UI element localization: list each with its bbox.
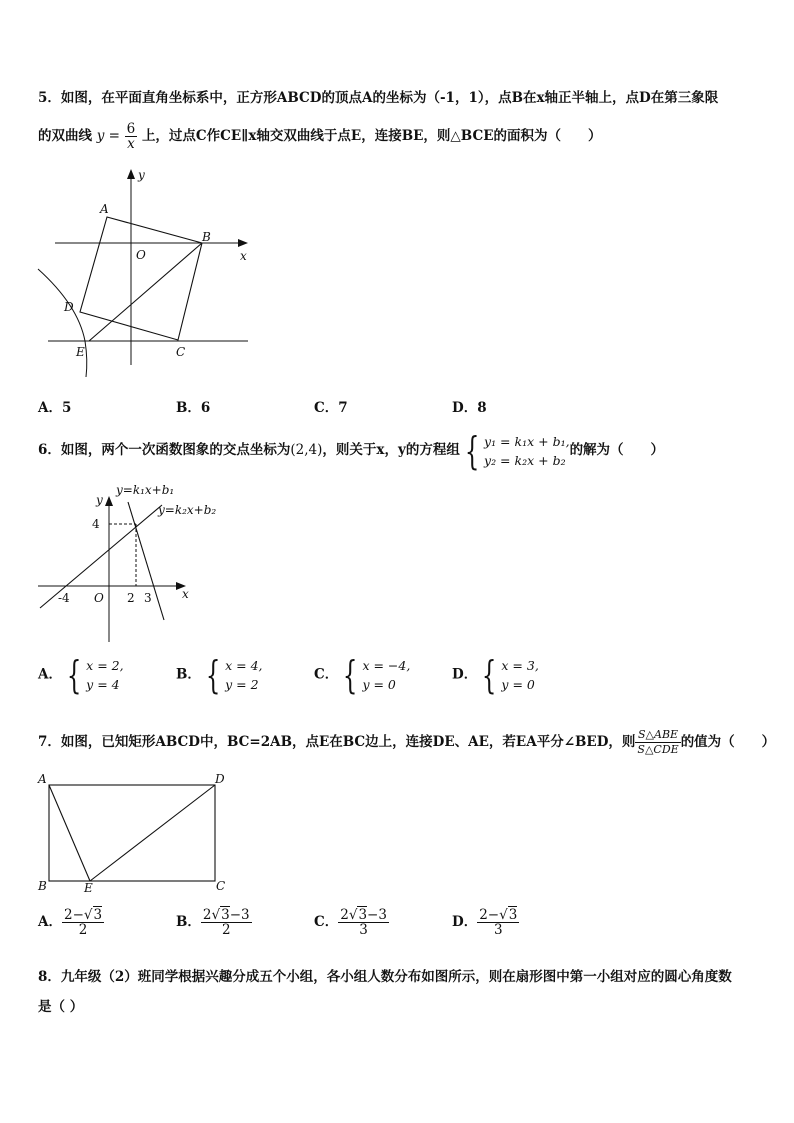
q6-opt-a-sys (86, 656, 123, 694)
q6-option-c (314, 653, 411, 697)
q7-label-a: A (38, 772, 47, 786)
q6-label-neg4: -4 (58, 591, 70, 605)
q7-opt-b-num: 2√3−3 (202, 907, 250, 923)
q7-opt-c-letter: C． (314, 914, 339, 930)
q6-text-c: 的解为（ ） (569, 442, 665, 458)
q5-option-c: C．7 (314, 400, 348, 416)
q6-opt-c-r2: y = 0 (362, 677, 396, 692)
q7-option-a (38, 908, 104, 937)
q6-opt-b-r1: x = 4, (225, 658, 263, 673)
q6-opt-d-letter: D． (452, 666, 478, 683)
q7-label-d: D (215, 772, 225, 786)
q5-frac-num: 6 (126, 121, 136, 137)
q5-fraction (125, 122, 138, 151)
q7-opt-a-num: 2−√3 (63, 907, 103, 923)
q7-opt-d-letter: D． (452, 914, 478, 930)
q6-opt-d-sys (501, 656, 538, 694)
q7-opt-c-root: 3 (358, 907, 368, 923)
q6-label-4: 4 (92, 517, 100, 531)
q6-opt-a-brace: { (66, 653, 82, 697)
q7-opt-d-num-pre: 2− (479, 907, 500, 923)
q7-rectangle (49, 785, 215, 881)
q7-ratio-num: S△ABE (635, 728, 680, 743)
q7-label-e: E (84, 881, 93, 895)
q6-label-o: O (94, 591, 104, 605)
q5-option-b: B．6 (176, 400, 211, 416)
q5-x-arrow (238, 239, 248, 247)
q7-opt-a-den: 2 (78, 922, 88, 938)
q5-label-x: x (240, 249, 247, 263)
q5-square (80, 217, 202, 340)
q6-opt-a-r2: y = 4 (86, 677, 120, 692)
q7-opt-c-num: 2√3−3 (340, 907, 387, 923)
q5-option-d: D．8 (452, 400, 487, 416)
q6-opt-b-sys (225, 656, 262, 694)
q6-option-a (38, 653, 124, 697)
q7-opt-c-frac (338, 908, 389, 937)
q6-text-b: ，则关于x，y的方程组 (322, 442, 460, 458)
q7-opt-c-num-pre: 2 (340, 907, 349, 923)
q6-opt-c-brace: { (343, 653, 358, 697)
q6-opt-d-brace: { (482, 653, 497, 697)
q6-label-y: y (96, 493, 103, 507)
q6-option-d (452, 653, 539, 697)
q7-opt-a-root: 3 (93, 907, 103, 923)
q7-opt-c-den: 3 (359, 922, 368, 938)
q6-opt-b-r2: y = 2 (225, 677, 259, 692)
q6-opt-b-brace: { (205, 653, 221, 697)
q5-frac-den: x (127, 136, 135, 152)
q7-opt-a-num-pre: 2− (63, 907, 84, 923)
q7-opt-b-num-pre: 2 (202, 907, 212, 923)
q7-opt-a-frac (62, 908, 104, 937)
q6-label-x: x (182, 587, 189, 601)
q5-label-y: y (138, 168, 145, 182)
q6-label-line1: y=k₁x+b₁ (116, 483, 175, 497)
q6-point: (2,4) (290, 442, 323, 458)
q7-opt-d-den: 3 (493, 922, 503, 938)
q7-opt-b-letter: B． (176, 914, 201, 930)
q6-sys-row2: y₂ = k₂x + b₂ (484, 452, 566, 468)
q7-line-ae (49, 785, 90, 881)
q7-opt-b-frac (201, 908, 252, 937)
q7-text-a: 7．如图，已知矩形ABCD中，BC=2AB，点E在BC边上，连接DE、AE，若EA平分∠BED，则 (38, 734, 636, 750)
q6-opt-d-r1: x = 3, (501, 658, 539, 673)
q5-figure (30, 165, 260, 380)
q5-line1: 5．如图，在平面直角坐标系中，正方形ABCD的顶点A的坐标为（-1，1），点B在x轴正半轴上，点D在第三象限 (38, 90, 719, 106)
q7-ratio-den: S△CDE (637, 743, 679, 756)
q6-opt-d-r2: y = 0 (501, 677, 535, 692)
q6-opt-c-letter: C． (314, 666, 339, 683)
q6-label-3: 3 (144, 591, 152, 605)
q5-y-arrow (127, 169, 135, 179)
q7-opt-d-num: 2−√3 (479, 907, 518, 923)
q5-line2-b: 上，过点C作CE∥x轴交双曲线于点E，连接BE，则△BCE的面积为（ ） (141, 128, 602, 144)
q6-label-line2: y=k₂x+b₂ (158, 503, 217, 517)
q7-opt-a-letter: A． (38, 914, 62, 930)
q6-system (484, 432, 570, 470)
q7-label-b: B (38, 879, 47, 893)
q7-opt-b-num-post: −3 (229, 907, 250, 923)
q7-opt-d-root: 3 (508, 907, 518, 923)
q7-text-b: 的值为（ ） (680, 734, 776, 750)
q7-ratio (635, 728, 680, 757)
q6-text-a: 6．如图，两个一次函数图象的交点坐标为 (38, 442, 291, 458)
q6-stem (38, 428, 664, 472)
q7-opt-b-root: 3 (221, 907, 230, 923)
q5-label-b: B (202, 230, 211, 244)
q5-eq-left: y = (96, 128, 120, 144)
q5-hyperbola (38, 269, 87, 377)
q7-opt-b-den: 2 (221, 922, 231, 938)
q6-opt-b-letter: B． (176, 666, 201, 683)
q6-figure (30, 478, 230, 646)
q7-opt-c-num-post: −3 (367, 907, 387, 923)
q5-label-o: O (136, 248, 146, 262)
q7-figure (30, 768, 240, 898)
q5-label-c: C (176, 345, 186, 359)
q5-option-a: A．5 (38, 400, 72, 416)
q6-y-arrow (105, 496, 113, 506)
q7-option-c (314, 908, 389, 937)
q6-sys-row1: y₁ = k₁x + b₁, (484, 433, 570, 449)
q6-opt-a-letter: A． (38, 666, 62, 683)
q6-brace: { (464, 428, 480, 473)
q8-line1: 8．九年级（2）班同学根据兴趣分成五个小组，各小组人数分布如图所示，则在扇形图中第一小组对应的圆心角度数 (38, 969, 732, 985)
q7-option-b (176, 908, 252, 937)
q5-label-a: A (100, 202, 109, 216)
q7-label-c: C (216, 879, 226, 893)
q5-label-e: E (76, 345, 85, 359)
q6-opt-a-r1: x = 2, (86, 658, 124, 673)
q7-opt-d-frac (477, 908, 519, 937)
q6-opt-c-r1: x = −4, (362, 658, 411, 673)
q7-line-de (90, 785, 215, 881)
q5-label-d: D (64, 300, 74, 314)
q6-option-b (176, 653, 263, 697)
q7-option-d (452, 908, 519, 937)
q6-opt-c-sys (362, 656, 410, 694)
q7-stem (38, 722, 775, 762)
q5-line2-a: 的双曲线 (38, 128, 92, 144)
q5-line2 (38, 122, 601, 151)
q6-label-2: 2 (127, 591, 135, 605)
q8-line2: 是（ ） (38, 999, 84, 1015)
